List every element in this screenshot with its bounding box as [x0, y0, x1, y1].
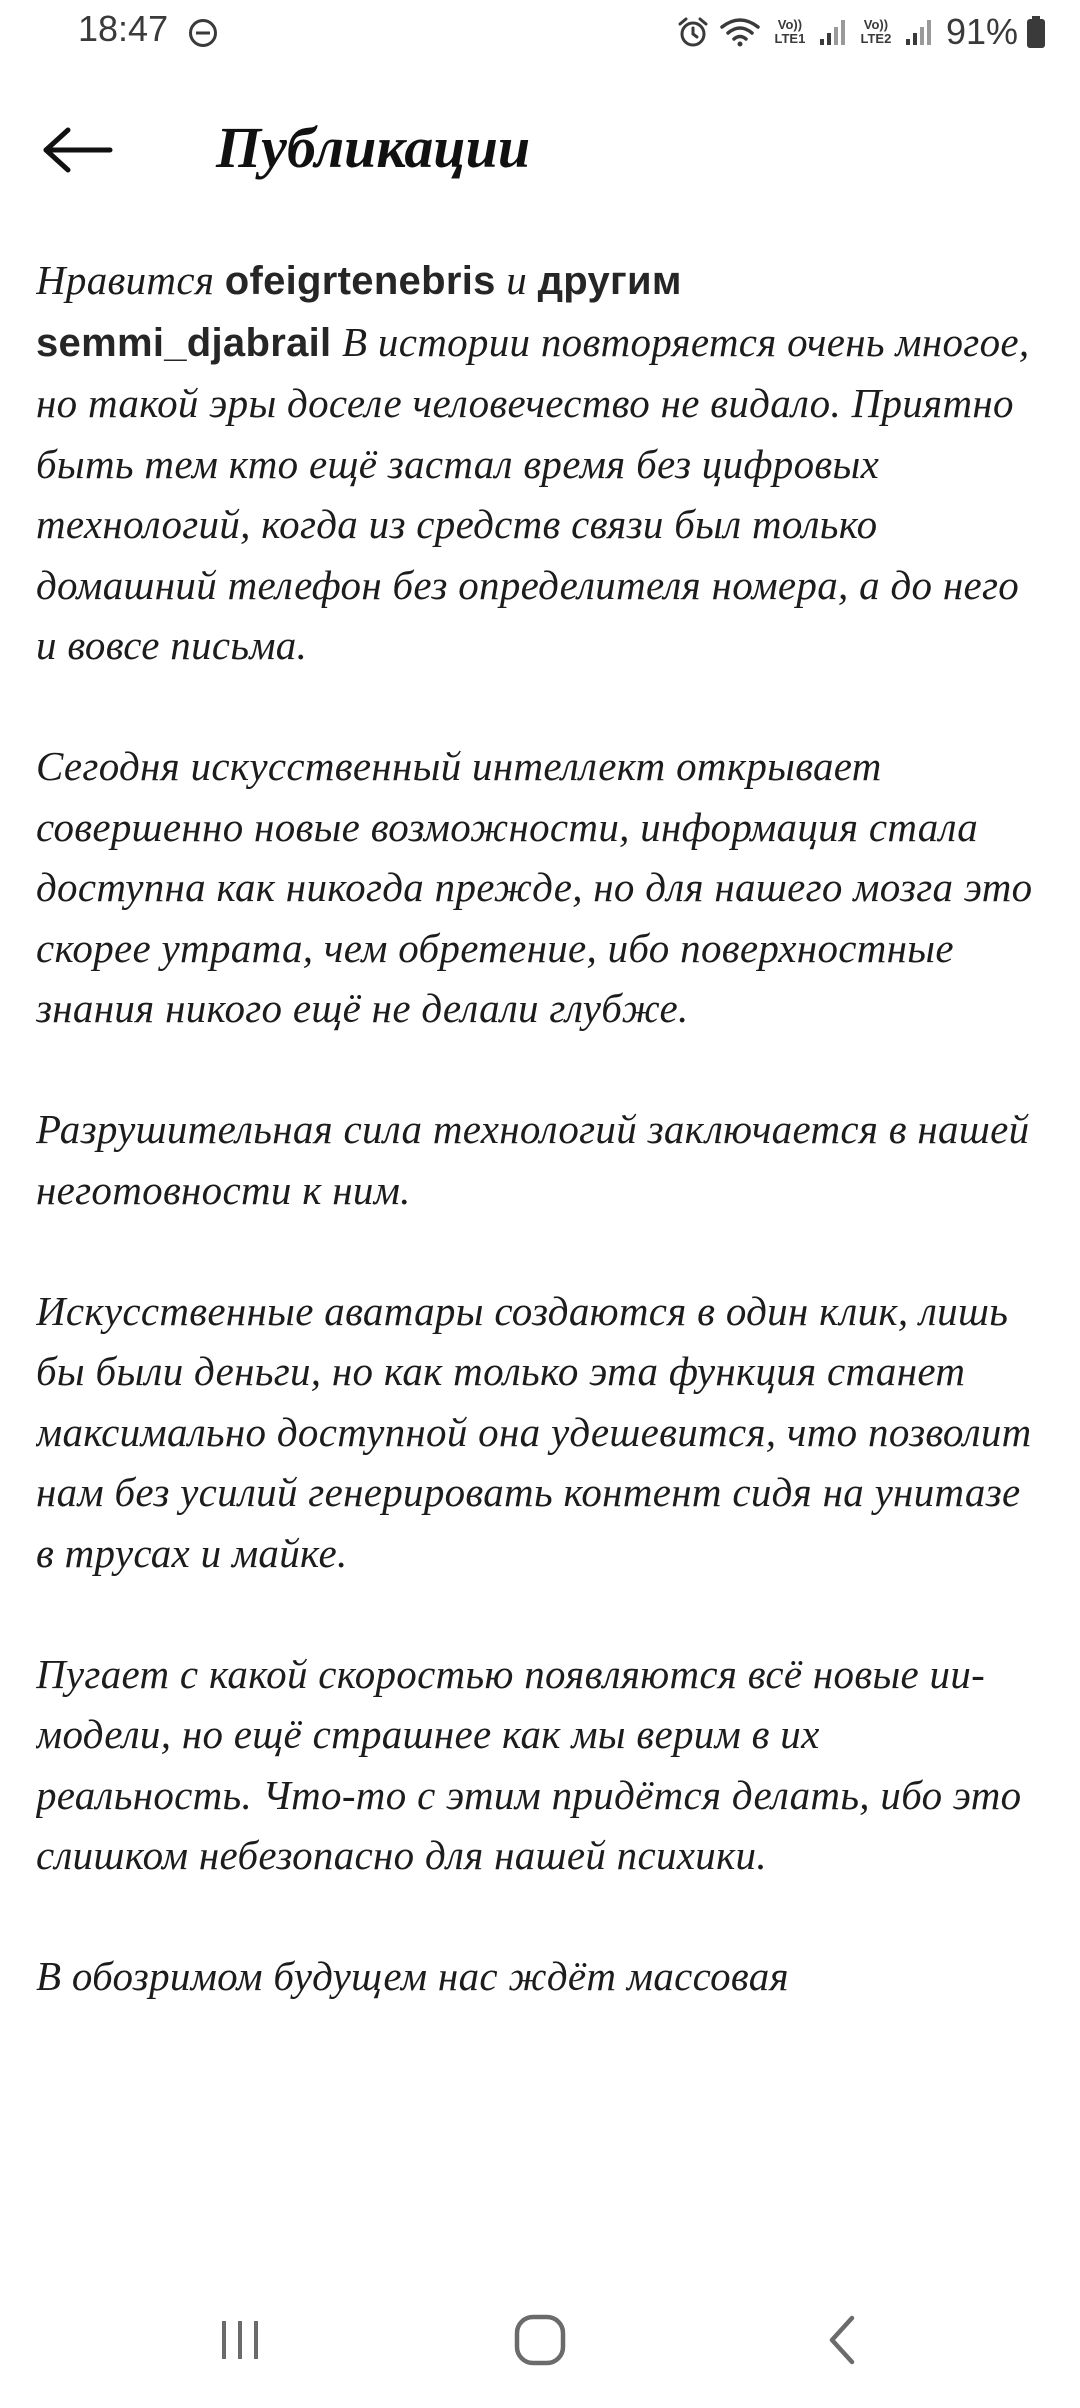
- post-content: [36, 250, 1046, 2250]
- battery-icon: [1026, 15, 1046, 49]
- post-paragraph-3: Разрушительная сила технологий заключается в нашей неготовности к ним.: [36, 1106, 1030, 1213]
- sim1-label: Vo)) LTE1: [774, 17, 806, 46]
- post-text-1: В истории повторяется очень многое, но такой эры доселе человечество не видало. Приятно быть тем кто ещё застал время без цифровых технологий, когда из средств связи был только домашний телефон без определителя номера, а до него и вовсе письма.: [36, 318, 1030, 668]
- back-button[interactable]: [36, 114, 120, 186]
- content-fade: [0, 2230, 1080, 2270]
- home-icon: [512, 2312, 568, 2368]
- post-paragraph-1: [36, 250, 1046, 676]
- liked-prefix: Нравится: [36, 257, 215, 303]
- liked-others-link[interactable]: другим: [537, 259, 682, 303]
- alarm-icon: [676, 15, 710, 49]
- post-paragraph-5: Пугает с какой скоростью появляются всё новые ии-модели, но ещё страшнее как мы верим в их реальность. Что-то с этим придётся делать, ибо это слишком небезопасно для нашей психики.: [36, 1650, 1022, 1878]
- recent-apps-icon: [215, 2315, 265, 2365]
- recent-apps-button[interactable]: [180, 2300, 300, 2380]
- status-indicators: [676, 10, 1046, 54]
- status-bar: [0, 0, 1080, 66]
- author-link[interactable]: semmi_djabrail: [36, 320, 332, 365]
- liked-user-link[interactable]: ofeigrtenebris: [224, 259, 496, 303]
- status-time: 18:47: [78, 8, 169, 49]
- post-paragraph-4: Искусственные аватары создаются в один клик, лишь бы были деньги, но как только эта функция станет максимально доступной она удешевится, что позволит нам без усилий генерировать контент сидя на унитазе в трусах и майке.: [36, 1287, 1032, 1576]
- page-title: Публикации: [216, 115, 531, 180]
- post-paragraph-6: В обозримом будущем нас ждёт массовая: [36, 1953, 789, 1999]
- signal-icon: [818, 17, 848, 47]
- system-nav-bar: [0, 2270, 1080, 2408]
- arrow-left-icon: [42, 126, 114, 174]
- wifi-icon: [718, 15, 762, 49]
- nav-back-button[interactable]: [782, 2300, 902, 2380]
- do-not-disturb-icon: [188, 18, 218, 48]
- back-chevron-icon: [822, 2312, 862, 2368]
- home-button[interactable]: [480, 2300, 600, 2380]
- app-bar: [0, 96, 1080, 204]
- signal-icon: [904, 17, 934, 47]
- post-paragraph-2: Сегодня искусственный интеллект открывает совершенно новые возможности, информация стала доступна как никогда прежде, но для нашего мозга это скорее утрата, чем обретение, ибо поверхностные знания никого ещё не делали глубже.: [36, 743, 1033, 1031]
- sim2-label: Vo)) LTE2: [860, 17, 892, 46]
- liked-and: и: [506, 257, 528, 303]
- battery-percent: 91%: [945, 11, 1018, 52]
